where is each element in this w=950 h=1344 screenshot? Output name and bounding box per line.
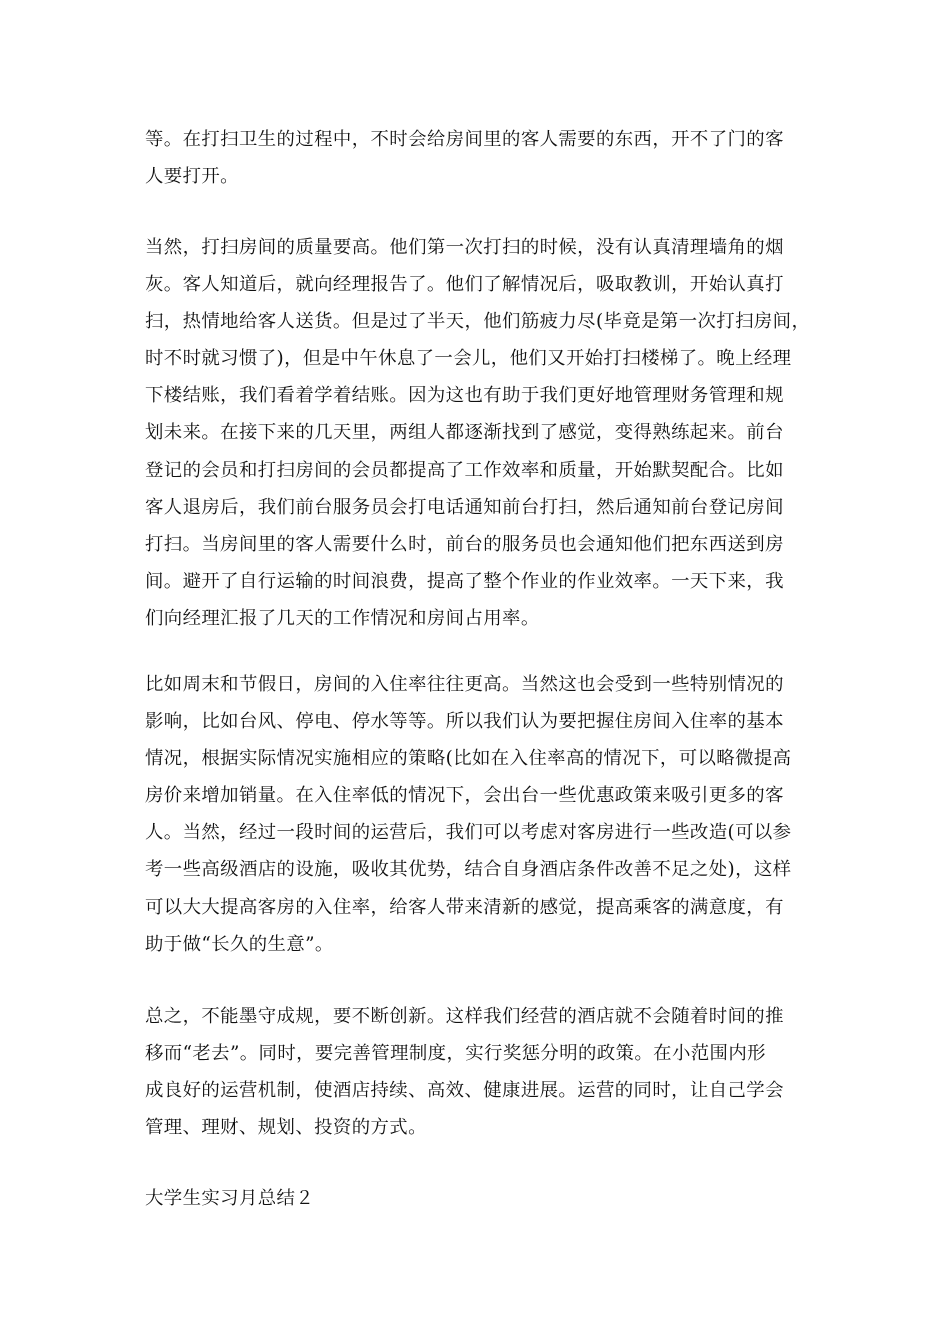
text-line: 们向经理汇报了几天的工作情况和房间占用率。: [145, 607, 540, 629]
text-line: 时不时就习惯了)，但是中午休息了一会儿，他们又开始打扫楼梯了。晚上经理: [145, 348, 792, 370]
text-line: 当然，打扫房间的质量要高。他们第一次打扫的时候，没有认真清理墙角的烟: [145, 237, 784, 258]
paragraph-4: [145, 998, 810, 1146]
heading-text: 大学生实习月总结２: [145, 1188, 315, 1209]
text-line: 助于做“长久的生意”。: [145, 933, 334, 955]
text-line: 移而“老去”。同时，要完善管理制度，实行奖惩分明的政策。在小范围内形: [145, 1043, 766, 1065]
text-line: 人要打开。: [145, 166, 239, 188]
text-line: 客人退房后，我们前台服务员会打电话通知前台打扫，然后通知前台登记房间: [145, 496, 784, 518]
text-line: 打扫。当房间里的客人需要什么时，前台的服务员也会通知他们把东西送到房: [145, 533, 784, 555]
text-line: 灰。客人知道后，就向经理报告了。他们了解情况后，吸取教训，开始认真打: [145, 274, 784, 296]
text-line: 影响，比如台风、停电、停水等等。所以我们认为要把握住房间入住率的基本: [145, 711, 784, 733]
text-line: 比如周末和节假日，房间的入住率往往更高。当然这也会受到一些特别情况的: [145, 674, 784, 695]
text-line: 房价来增加销量。在入住率低的情况下，会出台一些优惠政策来吸引更多的客: [145, 785, 784, 807]
text-line: 下楼结账，我们看着学着结账。因为这也有助于我们更好地管理财务管理和规: [145, 385, 784, 407]
section-heading: [145, 1180, 810, 1217]
text-line: 情况，根据实际情况实施相应的策略(比如在入住率高的情况下，可以略微提高: [145, 748, 792, 770]
text-line: 等。在打扫卫生的过程中，不时会给房间里的客人需要的东西，开不了门的客: [145, 129, 784, 150]
text-line: 扫，热情地给客人送货。但是过了半天，他们筋疲力尽(毕竟是第一次打扫房间，: [145, 311, 811, 333]
text-line: 人。当然，经过一段时间的运营后，我们可以考虑对客房进行一些改造(可以参: [145, 822, 792, 844]
paragraph-1: [145, 121, 810, 195]
text-line: 登记的会员和打扫房间的会员都提高了工作效率和质量，开始默契配合。比如: [145, 459, 784, 481]
text-line: 间。避开了自行运输的时间浪费，提高了整个作业的作业效率。一天下来，我: [145, 570, 784, 592]
paragraph-3: [145, 666, 810, 963]
text-line: 总之，不能墨守成规，要不断创新。这样我们经营的酒店就不会随着时间的推: [145, 1006, 784, 1027]
text-line: 可以大大提高客房的入住率，给客人带来清新的感觉，提高乘客的满意度，有: [145, 896, 784, 918]
text-line: 成良好的运营机制，使酒店持续、高效、健康进展。运营的同时，让自己学会: [145, 1080, 784, 1102]
text-line: 划未来。在接下来的几天里，两组人都逐渐找到了感觉，变得熟练起来。前台: [145, 422, 784, 444]
text-line: 考一些高级酒店的设施，吸收其优势，结合自身酒店条件改善不足之处)，这样: [145, 859, 792, 881]
paragraph-2: [145, 229, 810, 637]
text-line: 管理、理财、规划、投资的方式。: [145, 1117, 427, 1139]
